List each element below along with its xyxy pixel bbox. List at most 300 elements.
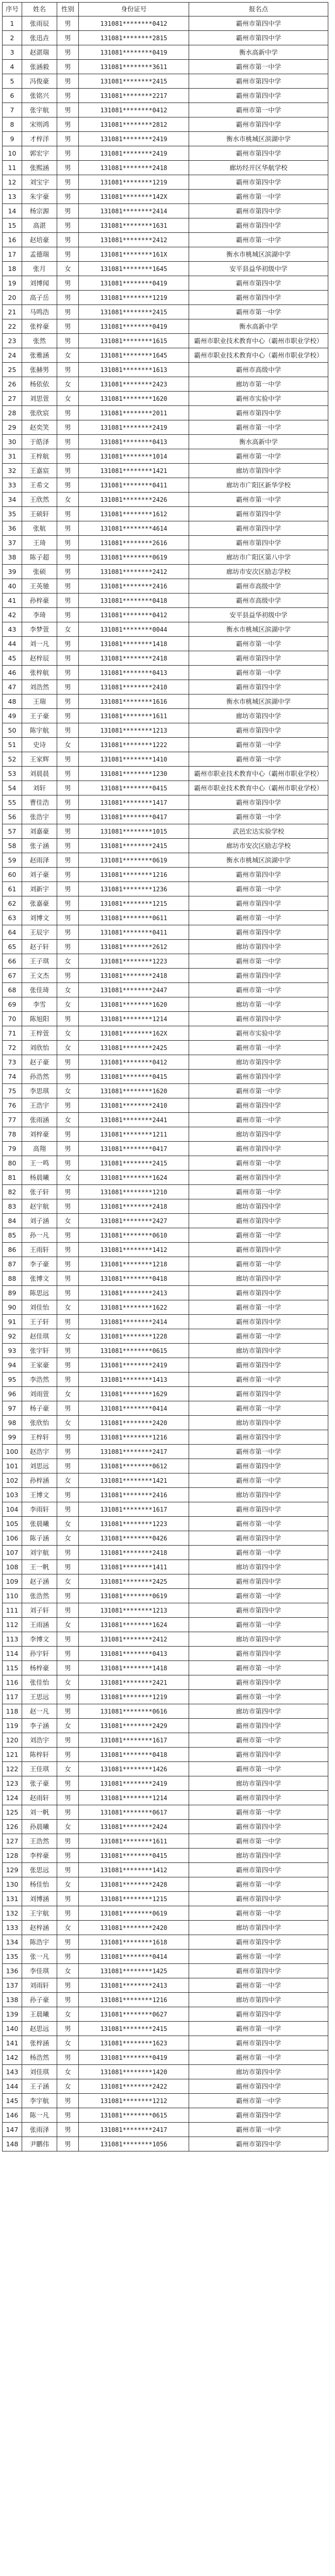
table-row <box>3 1488 328 1502</box>
table-row <box>3 839 328 853</box>
cell-gender: 男 <box>57 1978 79 1993</box>
cell-seq: 126 <box>3 1820 22 1834</box>
cell-id-number: 131081********2418 <box>79 651 189 666</box>
cell-gender: 男 <box>57 1647 79 1661</box>
cell-name: 王一鸣 <box>22 1156 57 1171</box>
cell-registration-site: 霸州市第四中学 <box>189 1531 328 1546</box>
table-row <box>3 1574 328 1589</box>
table-row <box>3 1358 328 1372</box>
table-row <box>3 1243 328 1257</box>
cell-gender: 男 <box>57 204 79 218</box>
cell-gender: 男 <box>57 810 79 824</box>
cell-seq: 137 <box>3 1978 22 1993</box>
cell-registration-site: 霸州市第一中学 <box>189 1113 328 1127</box>
table-row <box>3 853 328 868</box>
cell-gender: 男 <box>57 1286 79 1300</box>
cell-seq: 57 <box>3 824 22 839</box>
table-row <box>3 1041 328 1055</box>
cell-seq: 135 <box>3 1950 22 1964</box>
cell-seq: 17 <box>3 247 22 262</box>
cell-name: 王子轩 <box>22 1315 57 1329</box>
cell-name: 王子琪 <box>22 954 57 969</box>
cell-seq: 32 <box>3 464 22 478</box>
cell-gender: 男 <box>57 795 79 810</box>
cell-id-number: 131081********2425 <box>79 1041 189 1055</box>
cell-seq: 117 <box>3 1690 22 1704</box>
cell-id-number: 131081********2418 <box>79 969 189 983</box>
cell-gender: 男 <box>57 103 79 117</box>
cell-seq: 145 <box>3 2094 22 2108</box>
cell-name: 孙晨曦 <box>22 1820 57 1834</box>
cell-seq: 143 <box>3 2065 22 2079</box>
cell-id-number: 131081********1425 <box>79 1964 189 1978</box>
table-row <box>3 1171 328 1185</box>
cell-seq: 56 <box>3 810 22 824</box>
table-row <box>3 1372 328 1387</box>
cell-gender: 男 <box>57 1070 79 1084</box>
cell-seq: 12 <box>3 175 22 190</box>
cell-id-number: 131081********1410 <box>79 752 189 767</box>
cell-id-number: 131081********1212 <box>79 2094 189 2108</box>
cell-name: 刘博涵 <box>22 1892 57 1906</box>
cell-id-number: 131081********1420 <box>79 2065 189 2079</box>
cell-registration-site: 霸州市第四中学 <box>189 74 328 89</box>
cell-id-number: 131081********1421 <box>79 1473 189 1488</box>
cell-gender: 男 <box>57 550 79 565</box>
table-row <box>3 666 328 680</box>
cell-registration-site: 霸州市第四中学 <box>189 507 328 521</box>
cell-gender: 男 <box>57 507 79 521</box>
table-row <box>3 507 328 521</box>
cell-registration-site: 衡水市桃城区滨湖中学 <box>189 853 328 868</box>
cell-name: 王宇航 <box>22 1906 57 1921</box>
cell-gender: 男 <box>57 824 79 839</box>
cell-seq: 59 <box>3 853 22 868</box>
cell-id-number: 131081********2410 <box>79 1098 189 1113</box>
cell-registration-site: 武邑宏达实验学校 <box>189 824 328 839</box>
cell-gender: 男 <box>57 882 79 896</box>
cell-gender: 女 <box>57 1921 79 1935</box>
cell-name: 陈浩宇 <box>22 1935 57 1950</box>
cell-registration-site: 霸州市第四中学 <box>189 89 328 103</box>
cell-name: 李梦萱 <box>22 622 57 637</box>
cell-registration-site: 霸州市第一中学 <box>189 233 328 247</box>
cell-seq: 36 <box>3 521 22 536</box>
cell-seq: 109 <box>3 1574 22 1589</box>
cell-name: 孙梓涵 <box>22 1473 57 1488</box>
cell-gender: 男 <box>57 868 79 882</box>
cell-id-number: 131081********1216 <box>79 868 189 882</box>
cell-gender: 男 <box>57 1849 79 1863</box>
table-row <box>3 824 328 839</box>
cell-id-number: 131081********0413 <box>79 666 189 680</box>
cell-id-number: 131081********1620 <box>79 997 189 1012</box>
table-row <box>3 1560 328 1574</box>
cell-gender: 男 <box>57 146 79 161</box>
cell-seq: 119 <box>3 1719 22 1733</box>
cell-gender: 男 <box>57 1546 79 1560</box>
table-row <box>3 1430 328 1445</box>
table-row <box>3 1805 328 1820</box>
cell-name: 刘轩 <box>22 781 57 795</box>
cell-id-number: 131081********0419 <box>79 45 189 60</box>
cell-gender: 男 <box>57 2137 79 2151</box>
cell-registration-site: 霸州市第四中学 <box>189 1820 328 1834</box>
cell-id-number: 131081********2416 <box>79 1488 189 1502</box>
cell-seq: 63 <box>3 911 22 925</box>
cell-gender: 女 <box>57 2079 79 2094</box>
cell-seq: 44 <box>3 637 22 651</box>
cell-id-number: 131081********162X <box>79 1026 189 1041</box>
cell-name: 张梓涵 <box>22 2036 57 2050</box>
cell-name: 赵子轩 <box>22 940 57 954</box>
cell-name: 刘浩宇 <box>22 1733 57 1748</box>
cell-seq: 132 <box>3 1906 22 1921</box>
cell-name: 李雨轩 <box>22 1502 57 1517</box>
cell-id-number: 131081********142X <box>79 190 189 204</box>
table-row <box>3 2094 328 2108</box>
cell-gender: 男 <box>57 839 79 853</box>
table-row <box>3 464 328 478</box>
cell-seq: 96 <box>3 1387 22 1401</box>
cell-name: 李子涵 <box>22 1719 57 1733</box>
cell-gender: 男 <box>57 1906 79 1921</box>
header-gender: 性别 <box>57 3 79 16</box>
cell-name: 孟德瑞 <box>22 247 57 262</box>
cell-seq: 35 <box>3 507 22 521</box>
cell-seq: 138 <box>3 1993 22 2007</box>
cell-name: 张雨泽 <box>22 2123 57 2137</box>
cell-name: 王博文 <box>22 1488 57 1502</box>
cell-name: 王梓航 <box>22 449 57 464</box>
cell-seq: 45 <box>3 651 22 666</box>
cell-registration-site: 霸州市第一中学 <box>189 1084 328 1098</box>
cell-seq: 147 <box>3 2123 22 2137</box>
cell-seq: 64 <box>3 925 22 940</box>
cell-name: 朱宇豪 <box>22 190 57 204</box>
cell-name: 陈一凡 <box>22 2108 57 2123</box>
cell-registration-site: 霸州市第四中学 <box>189 2079 328 2094</box>
cell-seq: 139 <box>3 2007 22 2022</box>
cell-gender: 男 <box>57 420 79 435</box>
cell-name: 赵雨轩 <box>22 1791 57 1805</box>
table-row <box>3 2108 328 2123</box>
cell-name: 李子豪 <box>22 1257 57 1272</box>
cell-registration-site: 衡水市桃城区滨湖中学 <box>189 622 328 637</box>
cell-seq: 22 <box>3 319 22 334</box>
cell-seq: 85 <box>3 1228 22 1243</box>
table-row <box>3 1257 328 1272</box>
table-row <box>3 1459 328 1473</box>
table-row <box>3 637 328 651</box>
cell-registration-site: 廊坊市第四中学 <box>189 1199 328 1214</box>
table-row <box>3 45 328 60</box>
cell-registration-site: 衡水市桃城区滨湖中学 <box>189 132 328 146</box>
cell-gender: 男 <box>57 276 79 291</box>
cell-registration-site: 廊坊市第四中学 <box>189 1488 328 1502</box>
cell-gender: 男 <box>57 1935 79 1950</box>
cell-gender: 男 <box>57 680 79 694</box>
cell-registration-site: 霸州市第四中学 <box>189 1098 328 1113</box>
cell-registration-site: 霸州市第一中学 <box>189 420 328 435</box>
cell-name: 张赫男 <box>22 363 57 377</box>
cell-seq: 11 <box>3 161 22 175</box>
cell-registration-site: 霸州市第四中学 <box>189 1070 328 1084</box>
cell-name: 张浩宇 <box>22 810 57 824</box>
cell-registration-site: 霸州市第四中学 <box>189 31 328 45</box>
cell-gender: 女 <box>57 1300 79 1315</box>
table-row <box>3 1012 328 1026</box>
cell-name: 赵梓涵 <box>22 1921 57 1935</box>
cell-gender: 男 <box>57 117 79 132</box>
cell-id-number: 131081********1211 <box>79 1127 189 1142</box>
cell-seq: 48 <box>3 694 22 709</box>
cell-name: 王琦 <box>22 536 57 550</box>
cell-id-number: 131081********0417 <box>79 810 189 824</box>
cell-gender: 男 <box>57 1257 79 1272</box>
cell-name: 陈梓轩 <box>22 1748 57 1762</box>
cell-id-number: 131081********0413 <box>79 1647 189 1661</box>
cell-gender: 男 <box>57 579 79 594</box>
table-row <box>3 1791 328 1805</box>
cell-seq: 14 <box>3 204 22 218</box>
table-row <box>3 1820 328 1834</box>
cell-name: 刘欣怡 <box>22 1041 57 1055</box>
cell-name: 王一帆 <box>22 1560 57 1574</box>
cell-name: 王欣然 <box>22 493 57 507</box>
cell-name: 赵一凡 <box>22 1704 57 1719</box>
cell-gender: 女 <box>57 983 79 997</box>
cell-name: 赵浩宇 <box>22 1445 57 1459</box>
table-row <box>3 262 328 276</box>
cell-gender: 男 <box>57 478 79 493</box>
cell-id-number: 131081********2417 <box>79 1445 189 1459</box>
cell-seq: 67 <box>3 969 22 983</box>
cell-name: 赵雨泽 <box>22 853 57 868</box>
cell-id-number: 131081********0615 <box>79 1344 189 1358</box>
cell-name: 王梓轩 <box>22 1430 57 1445</box>
cell-registration-site: 安平县益华初级中学 <box>189 608 328 622</box>
cell-id-number: 131081********0413 <box>79 435 189 449</box>
cell-gender: 男 <box>57 694 79 709</box>
cell-seq: 110 <box>3 1589 22 1603</box>
cell-seq: 81 <box>3 1171 22 1185</box>
table-row <box>3 767 328 781</box>
cell-registration-site: 霸州市第一中学 <box>189 1834 328 1849</box>
cell-name: 刘一帆 <box>22 1805 57 1820</box>
cell-gender: 男 <box>57 1243 79 1257</box>
cell-name: 张佳琦 <box>22 983 57 997</box>
cell-id-number: 131081********2412 <box>79 565 189 579</box>
table-row <box>3 997 328 1012</box>
cell-seq: 41 <box>3 594 22 608</box>
table-row <box>3 1993 328 2007</box>
cell-id-number: 131081********1215 <box>79 1892 189 1906</box>
cell-name: 赵梓辰 <box>22 651 57 666</box>
cell-registration-site: 霸州市第一中学 <box>189 305 328 319</box>
cell-seq: 34 <box>3 493 22 507</box>
cell-id-number: 131081********1014 <box>79 449 189 464</box>
cell-id-number: 131081********1222 <box>79 738 189 752</box>
cell-name: 张涵毅 <box>22 60 57 74</box>
cell-name: 李梓豪 <box>22 1849 57 1863</box>
table-row <box>3 2036 328 2050</box>
cell-seq: 16 <box>3 233 22 247</box>
table-row <box>3 1098 328 1113</box>
cell-gender: 男 <box>57 781 79 795</box>
cell-id-number: 131081********0411 <box>79 925 189 940</box>
cell-seq: 71 <box>3 1026 22 1041</box>
cell-name: 宋则鸿 <box>22 117 57 132</box>
cell-name: 刘思萱 <box>22 392 57 406</box>
table-row <box>3 1026 328 1041</box>
cell-name: 张铭兴 <box>22 89 57 103</box>
cell-id-number: 131081********0426 <box>79 1531 189 1546</box>
table-row <box>3 594 328 608</box>
cell-id-number: 131081********1426 <box>79 1762 189 1776</box>
cell-gender: 男 <box>57 435 79 449</box>
cell-seq: 72 <box>3 1041 22 1055</box>
cell-gender: 男 <box>57 1748 79 1762</box>
cell-seq: 40 <box>3 579 22 594</box>
cell-seq: 74 <box>3 1070 22 1084</box>
cell-seq: 18 <box>3 262 22 276</box>
cell-registration-site: 廊坊市第四中学 <box>189 1416 328 1430</box>
cell-registration-site: 霸州市第四中学 <box>189 2108 328 2123</box>
cell-name: 李宇航 <box>22 2094 57 2108</box>
table-row <box>3 2137 328 2151</box>
cell-id-number: 131081********0619 <box>79 1589 189 1603</box>
cell-name: 张一凡 <box>22 1950 57 1964</box>
cell-seq: 73 <box>3 1055 22 1070</box>
cell-id-number: 131081********1412 <box>79 1243 189 1257</box>
cell-name: 孙一凡 <box>22 1228 57 1243</box>
cell-seq: 61 <box>3 882 22 896</box>
table-row <box>3 1978 328 1993</box>
cell-id-number: 131081********0619 <box>79 853 189 868</box>
cell-id-number: 131081********2447 <box>79 983 189 997</box>
header-name: 姓名 <box>22 3 57 16</box>
table-row <box>3 896 328 911</box>
cell-gender: 女 <box>57 1574 79 1589</box>
cell-name: 王思远 <box>22 1690 57 1704</box>
cell-gender: 男 <box>57 1012 79 1026</box>
cell-name: 赵奕笑 <box>22 420 57 435</box>
cell-id-number: 131081********0418 <box>79 594 189 608</box>
cell-registration-site: 霸州市第一中学 <box>189 493 328 507</box>
cell-seq: 76 <box>3 1098 22 1113</box>
cell-gender: 男 <box>57 161 79 175</box>
table-row <box>3 1950 328 1964</box>
table-row <box>3 74 328 89</box>
cell-seq: 111 <box>3 1603 22 1618</box>
table-row <box>3 319 328 334</box>
cell-id-number: 131081********0411 <box>79 478 189 493</box>
cell-seq: 33 <box>3 478 22 493</box>
cell-seq: 90 <box>3 1300 22 1315</box>
cell-seq: 8 <box>3 117 22 132</box>
cell-gender: 男 <box>57 1690 79 1704</box>
cell-seq: 108 <box>3 1560 22 1574</box>
table-row <box>3 406 328 420</box>
table-row <box>3 2022 328 2036</box>
cell-seq: 129 <box>3 1863 22 1877</box>
cell-id-number: 131081********1611 <box>79 709 189 723</box>
cell-name: 刘子豪 <box>22 868 57 882</box>
cell-name: 于皓泽 <box>22 435 57 449</box>
cell-registration-site: 霸州市第四中学 <box>189 1719 328 1733</box>
cell-gender: 女 <box>57 1675 79 1690</box>
cell-gender: 女 <box>57 2007 79 2022</box>
table-row <box>3 752 328 767</box>
table-row <box>3 1906 328 1921</box>
table-row <box>3 2079 328 2094</box>
cell-registration-site: 霸州市第一中学 <box>189 752 328 767</box>
cell-name: 陈宇航 <box>22 723 57 738</box>
cell-name: 张雅涵 <box>22 348 57 363</box>
cell-seq: 66 <box>3 954 22 969</box>
table-row <box>3 2050 328 2065</box>
table-row <box>3 1647 328 1661</box>
cell-id-number: 131081********0414 <box>79 1950 189 1964</box>
cell-gender: 女 <box>57 1517 79 1531</box>
cell-id-number: 131081********0419 <box>79 2050 189 2065</box>
cell-registration-site: 霸州市第一中学 <box>189 1445 328 1459</box>
cell-seq: 25 <box>3 363 22 377</box>
cell-registration-site: 霸州市第一中学 <box>189 1228 328 1243</box>
cell-registration-site: 霸州市第一中学 <box>189 810 328 824</box>
cell-name: 张雨涵 <box>22 1113 57 1127</box>
cell-id-number: 131081********2421 <box>79 1675 189 1690</box>
cell-name: 高子岳 <box>22 291 57 305</box>
table-row <box>3 1272 328 1286</box>
cell-registration-site: 霸州市第一中学 <box>189 1618 328 1632</box>
cell-registration-site: 霸州市第四中学 <box>189 1171 328 1185</box>
cell-seq: 130 <box>3 1877 22 1892</box>
cell-id-number: 131081********1219 <box>79 175 189 190</box>
cell-gender: 男 <box>57 1430 79 1445</box>
cell-registration-site: 霸州市第四中学 <box>189 175 328 190</box>
cell-id-number: 131081********2419 <box>79 420 189 435</box>
cell-gender: 男 <box>57 1055 79 1070</box>
cell-id-number: 131081********1612 <box>79 507 189 521</box>
cell-registration-site: 霸州市第四中学 <box>189 1430 328 1445</box>
cell-seq: 133 <box>3 1921 22 1935</box>
cell-seq: 24 <box>3 348 22 363</box>
table-row <box>3 1344 328 1358</box>
cell-gender: 男 <box>57 651 79 666</box>
cell-gender: 女 <box>57 1041 79 1055</box>
cell-registration-site: 霸州市第一中学 <box>189 1401 328 1416</box>
cell-name: 高翔 <box>22 1142 57 1156</box>
cell-id-number: 131081********2425 <box>79 1574 189 1589</box>
cell-gender: 男 <box>57 305 79 319</box>
cell-name: 张月 <box>22 262 57 276</box>
cell-id-number: 131081********1056 <box>79 2137 189 2151</box>
cell-seq: 37 <box>3 536 22 550</box>
table-row <box>3 1070 328 1084</box>
cell-id-number: 131081********1219 <box>79 1690 189 1704</box>
cell-seq: 105 <box>3 1517 22 1531</box>
cell-name: 赵湛瑞 <box>22 45 57 60</box>
cell-seq: 70 <box>3 1012 22 1026</box>
cell-name: 王英驰 <box>22 579 57 594</box>
cell-seq: 1 <box>3 16 22 31</box>
cell-name: 王文杰 <box>22 969 57 983</box>
cell-registration-site: 霸州市第四中学 <box>189 1502 328 1517</box>
cell-name: 刘佳琪 <box>22 2065 57 2079</box>
cell-name: 李思琪 <box>22 1084 57 1098</box>
